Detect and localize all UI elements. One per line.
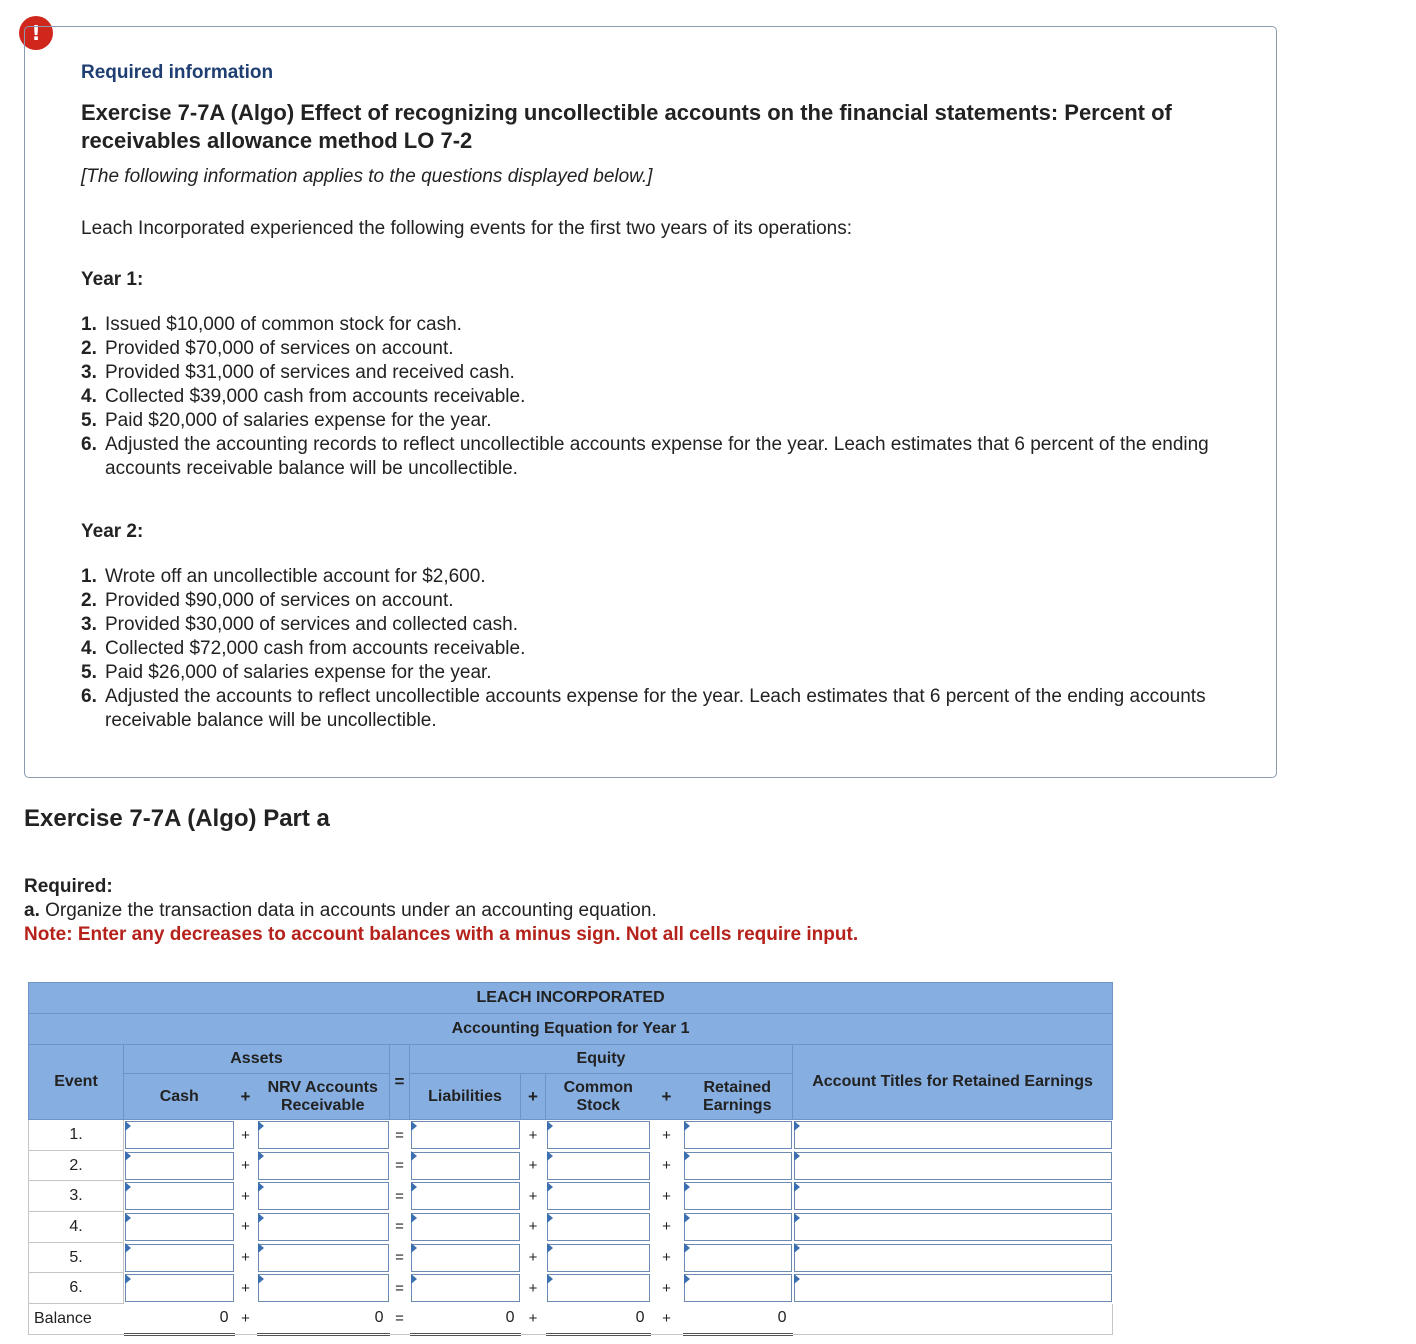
table-row bbox=[29, 1181, 1113, 1212]
plus-sign: + bbox=[241, 1218, 250, 1236]
exercise-title: Exercise 7-7A (Algo) Effect of recognizing uncollectible accounts on the financial statements: Percent of receivables allowance method LO 7-2 bbox=[81, 100, 1172, 153]
liabilities-input[interactable] bbox=[411, 1152, 520, 1180]
liabilities-header: Liabilities bbox=[410, 1074, 521, 1120]
table-row bbox=[29, 1242, 1113, 1273]
account-title-balance bbox=[793, 1304, 1113, 1335]
assets-header: Assets bbox=[124, 1045, 390, 1074]
cash-cell bbox=[124, 1120, 235, 1151]
equals-sign: = bbox=[395, 1126, 404, 1144]
year1-label: Year 1: bbox=[81, 269, 144, 290]
common-stock-input[interactable] bbox=[547, 1244, 650, 1272]
account-title-cell bbox=[793, 1212, 1113, 1243]
account-title-input[interactable] bbox=[794, 1274, 1112, 1302]
account-title-input[interactable] bbox=[794, 1152, 1112, 1180]
nrv-cell bbox=[257, 1273, 390, 1304]
list-item: 6. Adjusted the accounts to reflect uncollectible accounts expense for the year. Leach estimates that 6 percent of the ending accounts receivable balance will be uncollectible. bbox=[81, 686, 1206, 731]
common-stock-balance: 0 bbox=[546, 1304, 651, 1335]
plus-header: + bbox=[521, 1074, 546, 1120]
list-item: 4. Collected $39,000 cash from accounts receivable. bbox=[81, 386, 526, 407]
plus-sign: + bbox=[528, 1249, 538, 1267]
nrv-cell bbox=[257, 1212, 390, 1243]
liabilities-input[interactable] bbox=[411, 1244, 520, 1272]
balance-label: Balance bbox=[29, 1304, 124, 1335]
equals-sign: = bbox=[390, 1304, 410, 1335]
plus-sign: + bbox=[521, 1304, 546, 1335]
equals-sign: = bbox=[395, 1157, 404, 1175]
plus-sign: + bbox=[662, 1126, 671, 1144]
liabilities-cell bbox=[410, 1212, 521, 1243]
plus-sign: + bbox=[241, 1249, 250, 1267]
alert-icon: ! bbox=[19, 16, 53, 50]
cash-input[interactable] bbox=[125, 1182, 234, 1210]
cash-header: Cash bbox=[124, 1074, 235, 1120]
cash-cell bbox=[124, 1212, 235, 1243]
retained-earnings-input[interactable] bbox=[684, 1182, 792, 1210]
liabilities-cell bbox=[410, 1120, 521, 1151]
list-item: 6. Adjusted the accounting records to reflect uncollectible accounts expense for the year. Leach estimates that 6 percent of the ending accounts receivable balance will be uncollectible. bbox=[81, 434, 1209, 479]
nrv-input[interactable] bbox=[258, 1213, 389, 1241]
liabilities-balance: 0 bbox=[410, 1304, 521, 1335]
nrv-cell bbox=[257, 1120, 390, 1151]
retained-earnings-cell bbox=[683, 1181, 793, 1212]
cash-cell bbox=[124, 1150, 235, 1181]
common-stock-input[interactable] bbox=[547, 1274, 650, 1302]
common-stock-input[interactable] bbox=[547, 1213, 650, 1241]
equity-header: Equity bbox=[410, 1045, 793, 1074]
account-title-cell bbox=[793, 1273, 1113, 1304]
list-item: 3. Provided $31,000 of services and received cash. bbox=[81, 362, 515, 383]
common-stock-input[interactable] bbox=[547, 1152, 650, 1180]
required-label: Required: bbox=[24, 876, 113, 897]
cash-input[interactable] bbox=[125, 1213, 234, 1241]
plus-sign: + bbox=[528, 1126, 538, 1144]
list-item: 5. Paid $26,000 of salaries expense for the year. bbox=[81, 662, 492, 683]
year2-label: Year 2: bbox=[81, 521, 144, 542]
nrv-input[interactable] bbox=[258, 1182, 389, 1210]
table-row bbox=[29, 1150, 1113, 1181]
table-row bbox=[29, 1273, 1113, 1304]
event-number: 6. bbox=[29, 1273, 124, 1304]
equals-sign: = bbox=[395, 1187, 404, 1205]
plus-sign: + bbox=[662, 1218, 671, 1236]
cash-input[interactable] bbox=[125, 1121, 234, 1149]
event-number: 1. bbox=[29, 1120, 124, 1151]
note-text: Note: Enter any decreases to account balances with a minus sign. Not all cells require input. bbox=[24, 924, 859, 945]
table-subtitle: Accounting Equation for Year 1 bbox=[29, 1014, 1113, 1045]
list-item: 1. Wrote off an uncollectible account for $2,600. bbox=[81, 566, 486, 587]
plus-sign: + bbox=[241, 1126, 250, 1144]
common-stock-input[interactable] bbox=[547, 1182, 650, 1210]
year2-events bbox=[81, 565, 1221, 733]
liabilities-input[interactable] bbox=[411, 1213, 520, 1241]
required-section bbox=[24, 875, 1124, 947]
list-item: 5. Paid $20,000 of salaries expense for the year. bbox=[81, 410, 492, 431]
equals-sign: = bbox=[395, 1249, 404, 1267]
event-number: 4. bbox=[29, 1212, 124, 1243]
retained-earnings-cell bbox=[683, 1120, 793, 1151]
account-title-cell bbox=[793, 1242, 1113, 1273]
retained-earnings-cell bbox=[683, 1273, 793, 1304]
liabilities-input[interactable] bbox=[411, 1182, 520, 1210]
liabilities-cell bbox=[410, 1150, 521, 1181]
cash-balance: 0 bbox=[124, 1304, 235, 1335]
account-title-input[interactable] bbox=[794, 1244, 1112, 1272]
list-item: 4. Collected $72,000 cash from accounts receivable. bbox=[81, 638, 526, 659]
plus-sign: + bbox=[662, 1249, 671, 1267]
plus-sign: + bbox=[528, 1279, 538, 1297]
list-item: 2. Provided $90,000 of services on account. bbox=[81, 590, 454, 611]
event-number: 2. bbox=[29, 1150, 124, 1181]
retained-earnings-input[interactable] bbox=[684, 1213, 792, 1241]
account-title-cell bbox=[793, 1120, 1113, 1151]
plus-sign: + bbox=[528, 1157, 538, 1175]
account-title-input[interactable] bbox=[794, 1121, 1112, 1149]
common-stock-cell bbox=[546, 1150, 651, 1181]
cash-input[interactable] bbox=[125, 1274, 234, 1302]
plus-sign: + bbox=[528, 1218, 538, 1236]
event-number: 3. bbox=[29, 1181, 124, 1212]
cash-input[interactable] bbox=[125, 1152, 234, 1180]
nrv-cell bbox=[257, 1242, 390, 1273]
requirement-a: a. Organize the transaction data in accounts under an accounting equation. bbox=[24, 900, 657, 921]
common-stock-cell bbox=[546, 1212, 651, 1243]
equals-sign: = bbox=[395, 1218, 404, 1236]
plus-sign: + bbox=[241, 1157, 250, 1175]
nrv-input[interactable] bbox=[258, 1274, 389, 1302]
plus-sign: + bbox=[651, 1304, 683, 1335]
accounting-equation-table bbox=[28, 982, 1113, 1336]
list-item: 2. Provided $70,000 of services on account. bbox=[81, 338, 454, 359]
nrv-balance: 0 bbox=[257, 1304, 390, 1335]
company-name: LEACH INCORPORATED bbox=[29, 983, 1113, 1014]
account-title-input[interactable] bbox=[794, 1182, 1112, 1210]
retained-earnings-input[interactable] bbox=[684, 1152, 792, 1180]
cash-cell bbox=[124, 1181, 235, 1212]
cash-input[interactable] bbox=[125, 1244, 234, 1272]
plus-sign: + bbox=[662, 1157, 671, 1175]
retained-earnings-cell bbox=[683, 1242, 793, 1273]
table-row bbox=[29, 1120, 1113, 1151]
nrv-header: NRV Accounts Receivable bbox=[257, 1074, 390, 1120]
plus-sign: + bbox=[662, 1279, 671, 1297]
liabilities-cell bbox=[410, 1242, 521, 1273]
common-stock-cell bbox=[546, 1120, 651, 1151]
info-content bbox=[81, 61, 1221, 733]
retained-earnings-balance: 0 bbox=[683, 1304, 793, 1335]
plus-sign: + bbox=[241, 1279, 250, 1297]
retained-earnings-cell bbox=[683, 1212, 793, 1243]
common-stock-input[interactable] bbox=[547, 1121, 650, 1149]
common-stock-cell bbox=[546, 1273, 651, 1304]
liabilities-cell bbox=[410, 1273, 521, 1304]
plus-header: + bbox=[651, 1074, 683, 1120]
year1-events bbox=[81, 313, 1221, 481]
plus-sign: + bbox=[528, 1187, 538, 1205]
applies-note: [The following information applies to the questions displayed below.] bbox=[81, 166, 653, 187]
balance-row bbox=[29, 1304, 1113, 1335]
table-row bbox=[29, 1212, 1113, 1243]
account-titles-header: Account Titles for Retained Earnings bbox=[793, 1045, 1113, 1120]
nrv-input[interactable] bbox=[258, 1244, 389, 1272]
nrv-input[interactable] bbox=[258, 1121, 389, 1149]
account-title-cell bbox=[793, 1150, 1113, 1181]
cash-cell bbox=[124, 1273, 235, 1304]
plus-header: + bbox=[235, 1074, 257, 1120]
nrv-cell bbox=[257, 1181, 390, 1212]
nrv-cell bbox=[257, 1150, 390, 1181]
required-information-heading: Required information bbox=[81, 62, 274, 83]
nrv-input[interactable] bbox=[258, 1152, 389, 1180]
liabilities-input[interactable] bbox=[411, 1274, 520, 1302]
liabilities-input[interactable] bbox=[411, 1121, 520, 1149]
equals-sign: = bbox=[395, 1279, 404, 1297]
retained-earnings-input[interactable] bbox=[684, 1274, 792, 1302]
liabilities-cell bbox=[410, 1181, 521, 1212]
retained-earnings-header: Retained Earnings bbox=[683, 1074, 793, 1120]
part-title: Exercise 7-7A (Algo) Part a bbox=[24, 805, 330, 832]
plus-sign: + bbox=[235, 1304, 257, 1335]
retained-earnings-input[interactable] bbox=[684, 1244, 792, 1272]
required-information-box bbox=[24, 26, 1277, 778]
list-item: 3. Provided $30,000 of services and collected cash. bbox=[81, 614, 518, 635]
common-stock-header: Common Stock bbox=[546, 1074, 651, 1120]
event-number: 5. bbox=[29, 1242, 124, 1273]
retained-earnings-input[interactable] bbox=[684, 1121, 792, 1149]
retained-earnings-cell bbox=[683, 1150, 793, 1181]
cash-cell bbox=[124, 1242, 235, 1273]
intro-text: Leach Incorporated experienced the following events for the first two years of its operations: bbox=[81, 218, 852, 239]
common-stock-cell bbox=[546, 1242, 651, 1273]
plus-sign: + bbox=[662, 1187, 671, 1205]
account-title-cell bbox=[793, 1181, 1113, 1212]
account-title-input[interactable] bbox=[794, 1213, 1112, 1241]
list-item: 1. Issued $10,000 of common stock for cash. bbox=[81, 314, 462, 335]
plus-sign: + bbox=[241, 1187, 250, 1205]
equals-header: = bbox=[390, 1045, 410, 1120]
event-header: Event bbox=[29, 1045, 124, 1120]
common-stock-cell bbox=[546, 1181, 651, 1212]
